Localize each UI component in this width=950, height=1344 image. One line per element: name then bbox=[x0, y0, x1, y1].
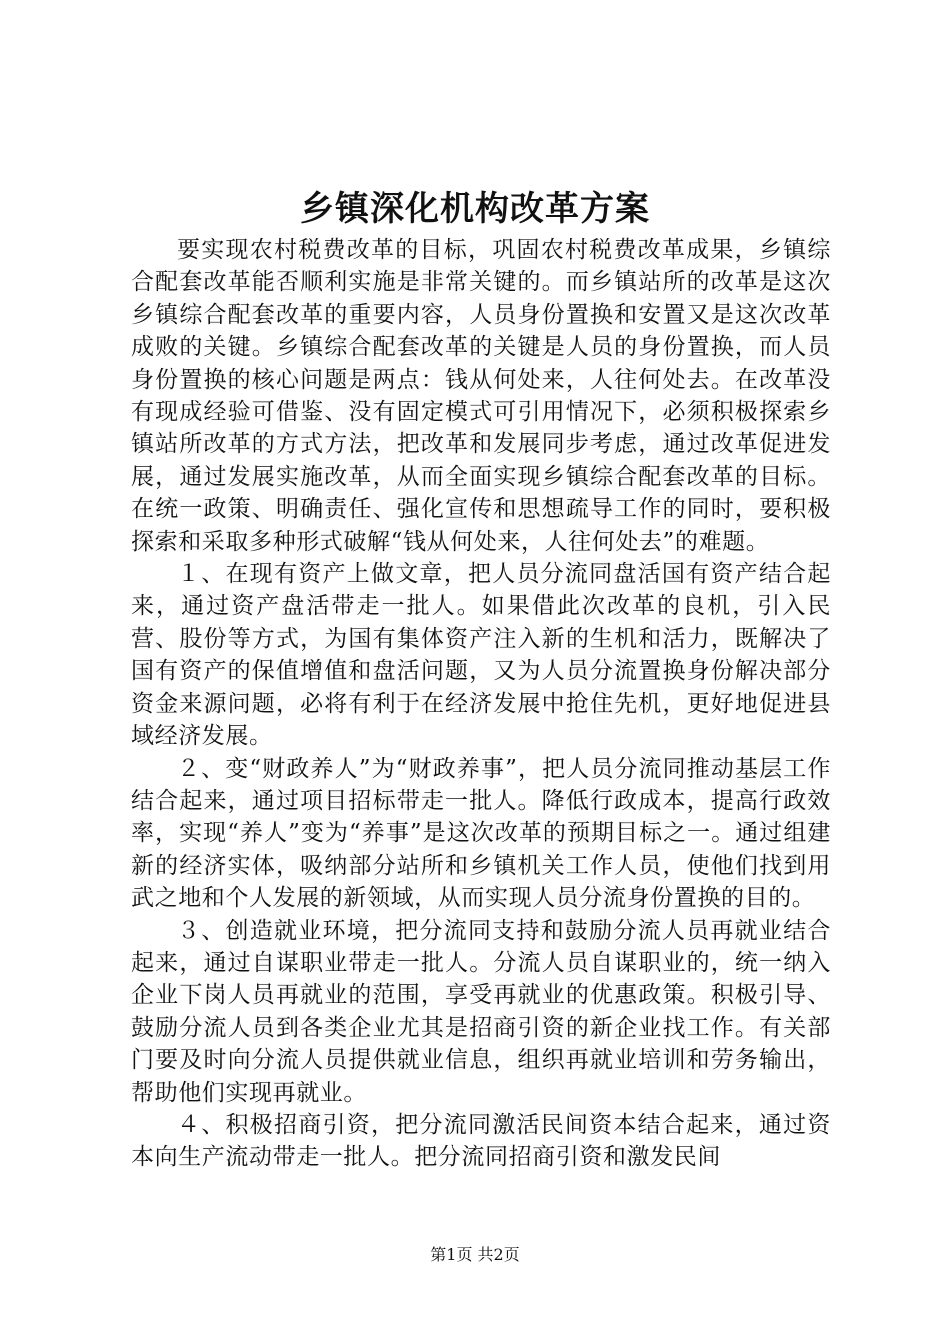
paragraph-item-1: １、在现有资产上做文章，把人员分流同盘活国有资产结合起来，通过资产盘活带走一批人。如果借此次改革的良机，引入民营、股份等方式，为国有集体资产注入新的生机和活力，既解决了国有资产的保值增值和盘活问题，又为人员分流置换身份解决部分资金来源问题，必将有利于在经济发展中抢住先机，更好地促进县域经济发展。 bbox=[131, 561, 831, 750]
page-footer: 第1页 共2页 bbox=[430, 1245, 520, 1264]
document-title: 乡镇深化机构改革方案 bbox=[300, 189, 650, 229]
paragraph-intro: 要实现农村税费改革的目标，巩固农村税费改革成果，乡镇综合配套改革能否顺利实施是非常关键的。而乡镇站所的改革是这次乡镇综合配套改革的重要内容，人员身份置换和安置又是这次改革成败的关键。乡镇综合配套改革的关键是人员的身份置换，而人员身份置换的核心问题是两点：钱从何处来，人往何处去。在改革没有现成经验可借鉴、没有固定模式可引用情况下，必须积极探索乡镇站所改革的方式方法，把改革和发展同步考虑，通过改革促进发展，通过发展实施改革，从而全面实现乡镇综合配套改革的目标。在统一政策、明确责任、强化宣传和思想疏导工作的同时，要积极探索和采取多种形式破解“钱从何处来，人往何处去”的难题。 bbox=[131, 237, 831, 555]
paragraph-item-2: ２、变“财政养人”为“财政养事”，把人员分流同推动基层工作结合起来，通过项目招标带走一批人。降低行政成本，提高行政效率，实现“养人”变为“养事”是这次改革的预期目标之一。通过组建新的经济实体，吸纳部分站所和乡镇机关工作人员，使他们找到用武之地和个人发展的新领域，从而实现人员分流身份置换的目的。 bbox=[131, 755, 831, 912]
document-body bbox=[131, 234, 831, 1174]
paragraph-item-3: ３、创造就业环境，把分流同支持和鼓励分流人员再就业结合起来，通过自谋职业带走一批人。分流人员自谋职业的，统一纳入企业下岗人员再就业的范围，享受再就业的优惠政策。积极引导、鼓励分流人员到各类企业尤其是招商引资的新企业找工作。有关部门要及时向分流人员提供就业信息，组织再就业培训和劳务输出，帮助他们实现再就业。 bbox=[131, 917, 831, 1106]
paragraph-item-4: ４、积极招商引资，把分流同激活民间资本结合起来，通过资本向生产流动带走一批人。把分流同招商引资和激发民间 bbox=[131, 1111, 831, 1171]
